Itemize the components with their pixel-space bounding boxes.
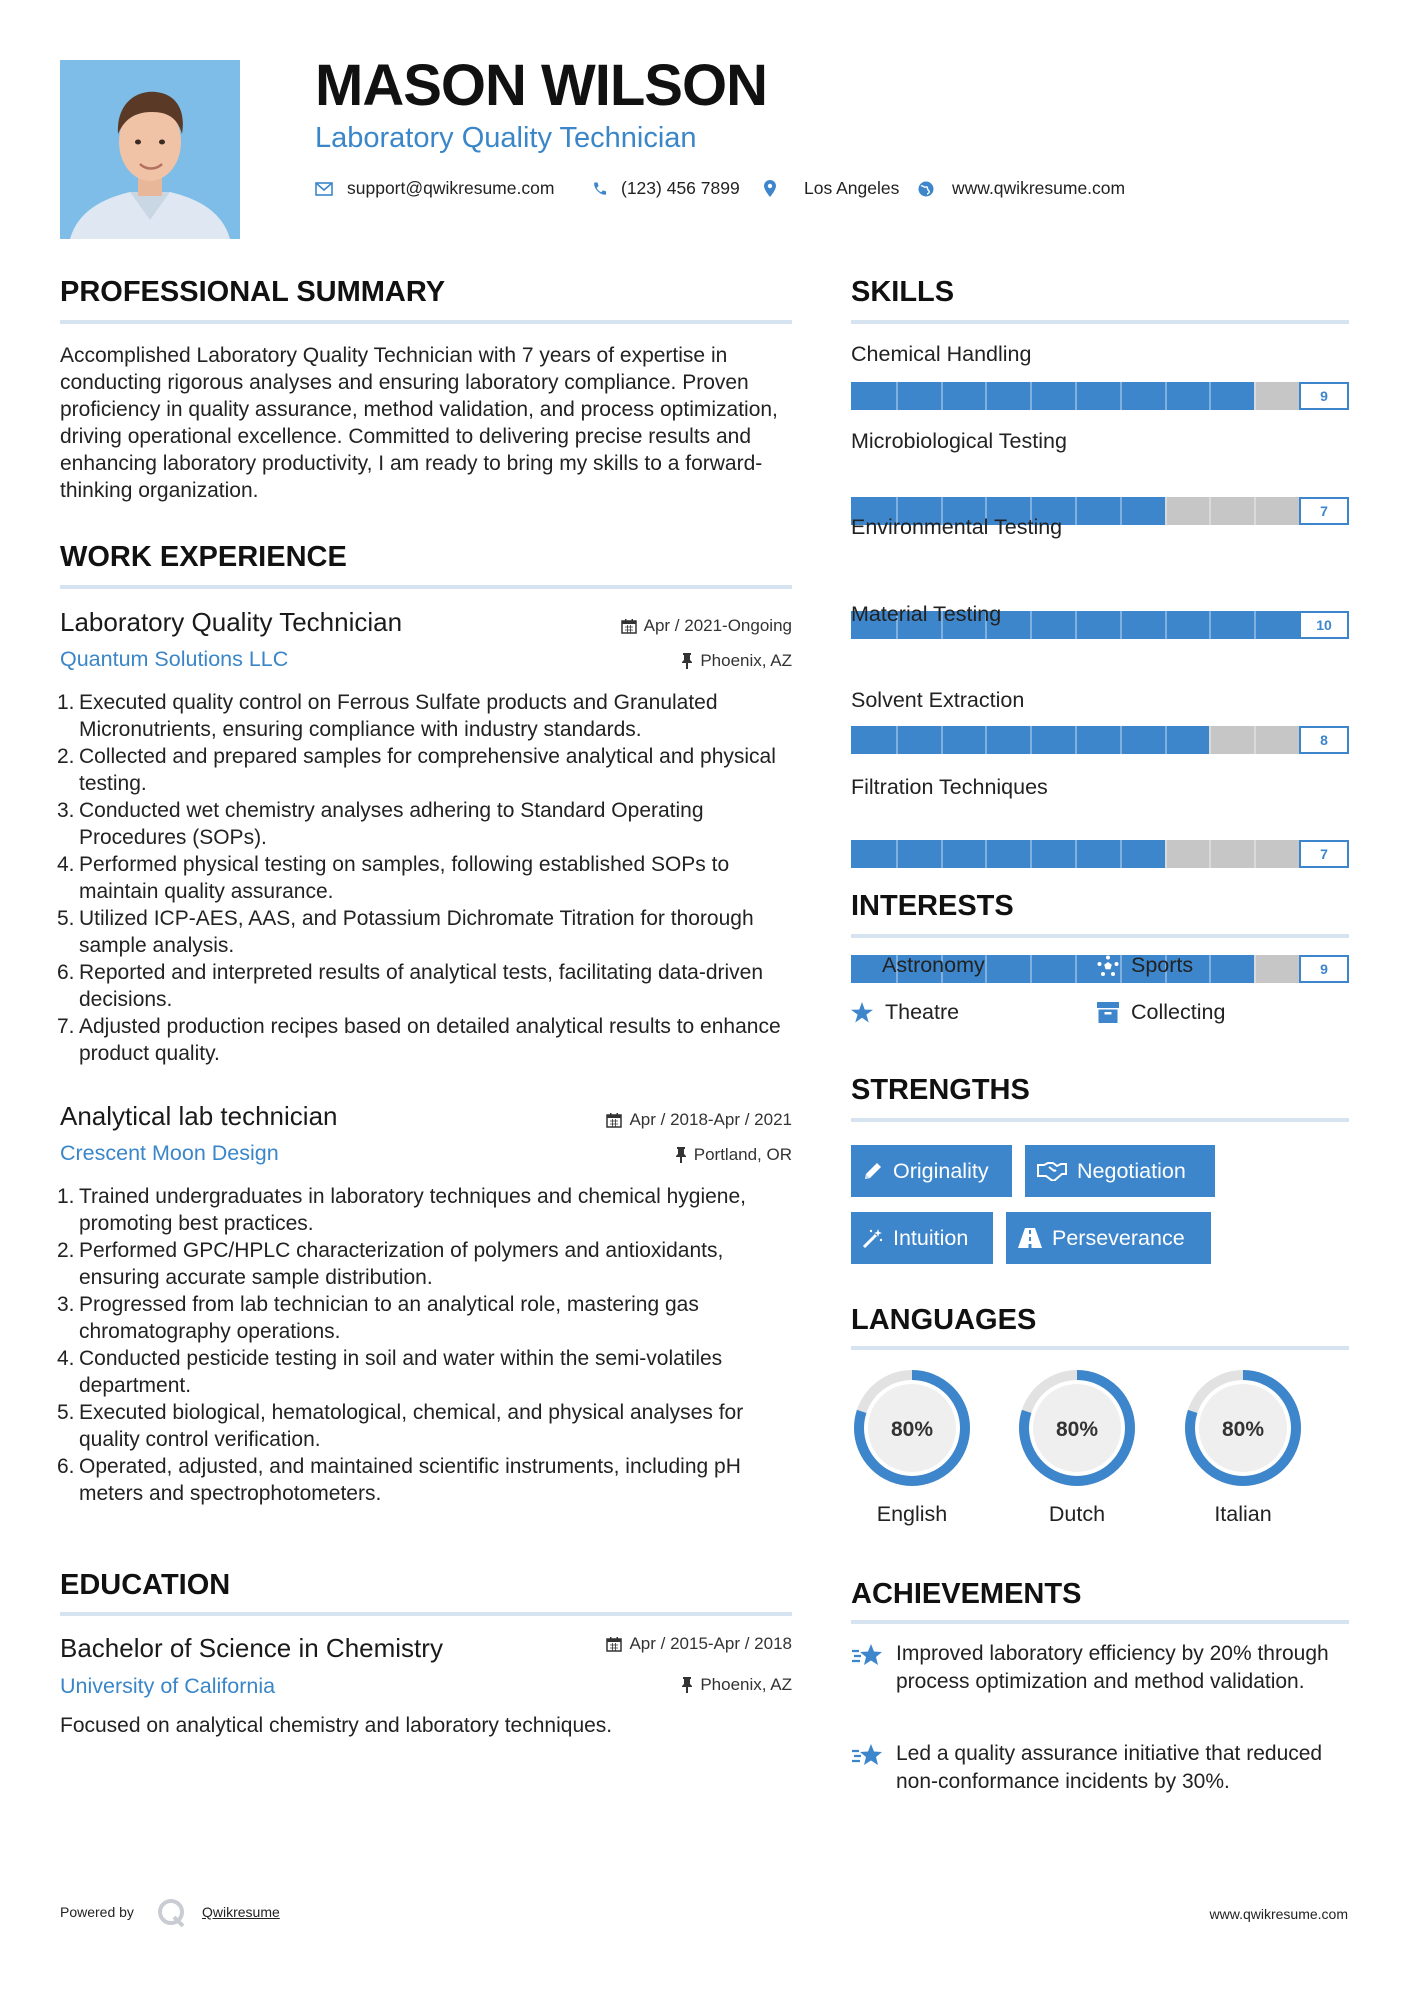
envelope-icon [315, 182, 333, 196]
skill-bar-segment [1120, 382, 1122, 410]
duties-list [57, 689, 792, 1067]
skill-bar [851, 382, 1349, 410]
skill-bar-segment [941, 840, 943, 868]
skill-bar-segment [896, 726, 898, 754]
interest-label: Collecting [1131, 1000, 1226, 1024]
skill-bar-segment [1075, 497, 1077, 525]
skill-bar-segment [1165, 840, 1167, 868]
powered-by-label: Powered by [60, 1904, 134, 1920]
pencil-icon [863, 1161, 883, 1181]
skill-bar-segment [1030, 955, 1032, 983]
star-icon [851, 1002, 873, 1023]
location-text: Los Angeles [804, 178, 900, 198]
skill-bar-segment [1120, 726, 1122, 754]
interest-item [1097, 953, 1193, 978]
interests-divider [851, 934, 1349, 938]
skill-bar-segment [1254, 840, 1256, 868]
skill-score: 7 [1299, 497, 1349, 525]
summary-heading: PROFESSIONAL SUMMARY [60, 276, 446, 308]
achievement-item: Led a quality assurance initiative that reduced non-conformance incidents by 30%. [896, 1742, 1323, 1793]
job-dates-text: Apr / 2021-Ongoing [643, 616, 792, 635]
skill-bar-segment [1165, 726, 1167, 754]
job-dates [621, 616, 792, 636]
strengths-divider [851, 1118, 1349, 1122]
skill-bar-segment [1030, 840, 1032, 868]
strength-label: Perseverance [1052, 1225, 1185, 1250]
calendar-icon [606, 1112, 622, 1128]
skill-score: 7 [1299, 840, 1349, 868]
skill-bar-segment [1120, 497, 1122, 525]
pushpin-icon [675, 1147, 687, 1163]
utensils-icon [851, 955, 870, 977]
skill-bar-segment [1075, 840, 1077, 868]
skill-bar-segment [1120, 840, 1122, 868]
job-title: Laboratory Quality Technician [60, 607, 403, 637]
shooting-star-icon [851, 1641, 885, 1675]
phone-icon [592, 181, 607, 197]
strength-chip [851, 1212, 993, 1264]
website-text: www.qwikresume.com [952, 178, 1126, 198]
skill-bar-segment [985, 955, 987, 983]
skills-heading: SKILLS [851, 276, 955, 308]
degree-title: Bachelor of Science in Chemistry [60, 1633, 443, 1663]
skill-bar-segment [896, 382, 898, 410]
phone-text: (123) 456 7899 [621, 178, 740, 198]
interest-label: Astronomy [882, 953, 985, 977]
skill-bar-segment [985, 726, 987, 754]
list-item: 6. Reported and interpreted results of analytical tests, facilitating data-driven decisions. [57, 961, 764, 1011]
skill-name: Microbiological Testing [851, 428, 1067, 453]
language-ring [850, 1366, 974, 1490]
list-item: 2. Performed GPC/HPLC characterization of polymers and antioxidants, ensuring accurate sample distribution. [57, 1239, 724, 1289]
language-name: English [876, 1502, 948, 1526]
list-item: 1. Executed quality control on Ferrous Sulfate products and Granulated Micronutrients, ensuring compliance with industry standards. [57, 691, 718, 741]
candidate-role: Laboratory Quality Technician [315, 122, 697, 154]
pushpin-icon [681, 653, 693, 669]
skill-bar-segment [1254, 726, 1256, 754]
skill-bar [851, 726, 1349, 754]
skill-bar-fill [851, 382, 1254, 410]
interest-label: Theatre [885, 1000, 960, 1024]
job-location-text: Portland, OR [693, 1145, 792, 1164]
skill-bar-segment [1209, 497, 1211, 525]
skill-bar-segment [1254, 955, 1256, 983]
skill-name: Material Testing [851, 601, 1002, 626]
skill-bar-segment [1209, 955, 1211, 983]
duties-list [57, 1183, 792, 1507]
language-ring [1015, 1366, 1139, 1490]
skill-bar-segment [941, 726, 943, 754]
education-location-text: Phoenix, AZ [700, 1675, 792, 1694]
language-name: Italian [1214, 1502, 1272, 1526]
skill-name: Filtration Techniques [851, 774, 1048, 799]
email-text: support@qwikresume.com [347, 178, 555, 198]
strength-label: Negotiation [1077, 1158, 1186, 1183]
contact-location [764, 178, 899, 199]
calendar-icon [621, 618, 637, 634]
experience-divider [60, 585, 792, 589]
list-item: 4. Conducted pesticide testing in soil and water within the semi-volatiles department. [57, 1347, 723, 1397]
skill-bar-fill [851, 840, 1165, 868]
skill-name: Solvent Extraction [851, 688, 1025, 712]
skill-bar-segment [896, 840, 898, 868]
list-item: 1. Trained undergraduates in laboratory techniques and chemical hygiene, promoting best practices. [57, 1185, 746, 1235]
job-location [675, 1145, 792, 1165]
pushpin-icon [681, 1677, 693, 1693]
skill-bar-segment [1254, 611, 1256, 639]
skill-bar-segment [1165, 497, 1167, 525]
job-dates-text: Apr / 2018-Apr / 2021 [629, 1110, 792, 1129]
education-divider [60, 1612, 792, 1616]
skill-score: 9 [1299, 382, 1349, 410]
calendar-icon [606, 1636, 622, 1652]
education-dates-text: Apr / 2015-Apr / 2018 [629, 1634, 792, 1653]
interest-label: Sports [1131, 953, 1194, 977]
skill-bar-segment [1075, 726, 1077, 754]
list-item: 5. Executed biological, hematological, chemical, and physical analyses for quality control verification. [57, 1401, 744, 1451]
contact-email[interactable] [315, 178, 554, 199]
list-item: 4. Performed physical testing on samples, following established SOPs to maintain quality assurance. [57, 853, 730, 903]
education-note: Focused on analytical chemistry and laboratory techniques. [60, 1714, 613, 1737]
contact-website[interactable] [918, 178, 1125, 199]
skill-bar-segment [1209, 382, 1211, 410]
skill-bar-segment [1075, 382, 1077, 410]
list-item: 3. Conducted wet chemistry analyses adhering to Standard Operating Procedures (SOPs). [57, 799, 704, 849]
skill-bar [851, 840, 1349, 868]
language-ring [1181, 1366, 1305, 1490]
skill-bar-segment [1030, 382, 1032, 410]
summary-divider [60, 320, 792, 324]
experience-heading: WORK EXPERIENCE [60, 541, 347, 573]
company-name[interactable]: Crescent Moon Design [60, 1141, 279, 1165]
strength-chip [1006, 1212, 1211, 1264]
list-item: 2. Collected and prepared samples for comprehensive analytical and physical testing. [57, 745, 776, 795]
skill-bar-segment [1165, 611, 1167, 639]
language-percent: 80% [890, 1418, 934, 1441]
list-item: 7. Adjusted production recipes based on detailed analytical results to enhance product quality. [57, 1015, 781, 1065]
language-percent: 80% [1221, 1418, 1265, 1441]
list-item: 6. Operated, adjusted, and maintained scientific instruments, including pH meters and spectrophotometers. [57, 1455, 741, 1505]
school-name[interactable]: University of California [60, 1674, 276, 1698]
skill-name: Environmental Testing [851, 515, 1063, 539]
skill-bar-segment [1254, 382, 1256, 410]
strength-chip [1025, 1145, 1215, 1197]
skills-divider [851, 320, 1349, 324]
skill-bar-segment [1254, 497, 1256, 525]
education-dates [606, 1634, 792, 1654]
skill-bar-segment [1209, 726, 1211, 754]
strength-label: Intuition [893, 1225, 969, 1250]
skill-bar-segment [941, 382, 943, 410]
list-item: 5. Utilized ICP-AES, AAS, and Potassium Dichromate Titration for thorough sample analysis. [57, 907, 754, 957]
contact-phone[interactable] [592, 178, 740, 199]
handshake-icon [1037, 1161, 1067, 1181]
soccer-ball-icon [1097, 955, 1119, 977]
interest-item [1097, 1000, 1225, 1025]
skill-bar-segment [1165, 382, 1167, 410]
qwikresume-link[interactable]: Qwikresume [202, 1904, 280, 1920]
interest-item [851, 953, 985, 978]
achievements-heading: ACHIEVEMENTS [851, 1578, 1082, 1610]
skill-score: 10 [1299, 611, 1349, 639]
summary-text: Accomplished Laboratory Quality Technician with 7 years of expertise in conducting rigorous analyses and ensuring laboratory compliance. Proven proficiency in quality assurance, method validation, and process optimization, driving operational excellence. Committed to delivering precise results and enhancing laboratory productivity, I am ready to bring my skills to a forward-thinking organization. [60, 344, 778, 502]
languages-divider [851, 1346, 1349, 1350]
list-item: 3. Progressed from lab technician to an analytical role, mastering gas chromatography operations. [57, 1293, 699, 1343]
skill-bar-segment [1209, 611, 1211, 639]
candidate-name: MASON WILSON [315, 53, 767, 118]
education-location [681, 1675, 792, 1695]
profile-photo [60, 60, 240, 239]
skill-bar-segment [985, 382, 987, 410]
archive-box-icon [1097, 1002, 1119, 1023]
achievement-item: Improved laboratory efficiency by 20% through process optimization and method validation. [896, 1642, 1329, 1693]
interest-item [851, 1000, 959, 1025]
footer-url[interactable]: www.qwikresume.com [1209, 1906, 1348, 1922]
skill-score: 9 [1299, 955, 1349, 983]
job-location-text: Phoenix, AZ [700, 651, 792, 670]
language-percent: 80% [1055, 1418, 1099, 1441]
strengths-heading: STRENGTHS [851, 1074, 1030, 1106]
achievements-divider [851, 1620, 1349, 1624]
skill-bar-segment [1120, 611, 1122, 639]
job-dates [606, 1110, 792, 1130]
interests-heading: INTERESTS [851, 890, 1014, 922]
strength-label: Originality [893, 1158, 989, 1183]
skill-bar-segment [1075, 955, 1077, 983]
globe-icon [918, 181, 934, 197]
strength-chip [851, 1145, 1012, 1197]
road-icon [1018, 1228, 1042, 1248]
language-name: Dutch [1048, 1502, 1106, 1526]
qwikresume-logo-icon [157, 1898, 187, 1928]
skill-bar-segment [985, 840, 987, 868]
magic-wand-icon [863, 1228, 883, 1248]
company-name[interactable]: Quantum Solutions LLC [60, 647, 289, 671]
map-marker-icon [764, 180, 776, 197]
education-heading: EDUCATION [60, 1569, 231, 1601]
languages-heading: LANGUAGES [851, 1304, 1037, 1336]
job-location [681, 651, 792, 671]
skill-bar-segment [1030, 726, 1032, 754]
skill-bar-segment [1030, 611, 1032, 639]
job-title: Analytical lab technician [60, 1101, 338, 1131]
skill-bar-segment [1209, 840, 1211, 868]
skill-score: 8 [1299, 726, 1349, 754]
shooting-star-icon [851, 1741, 885, 1775]
skill-bar-segment [1075, 611, 1077, 639]
skill-name: Chemical Handling [851, 342, 1032, 366]
